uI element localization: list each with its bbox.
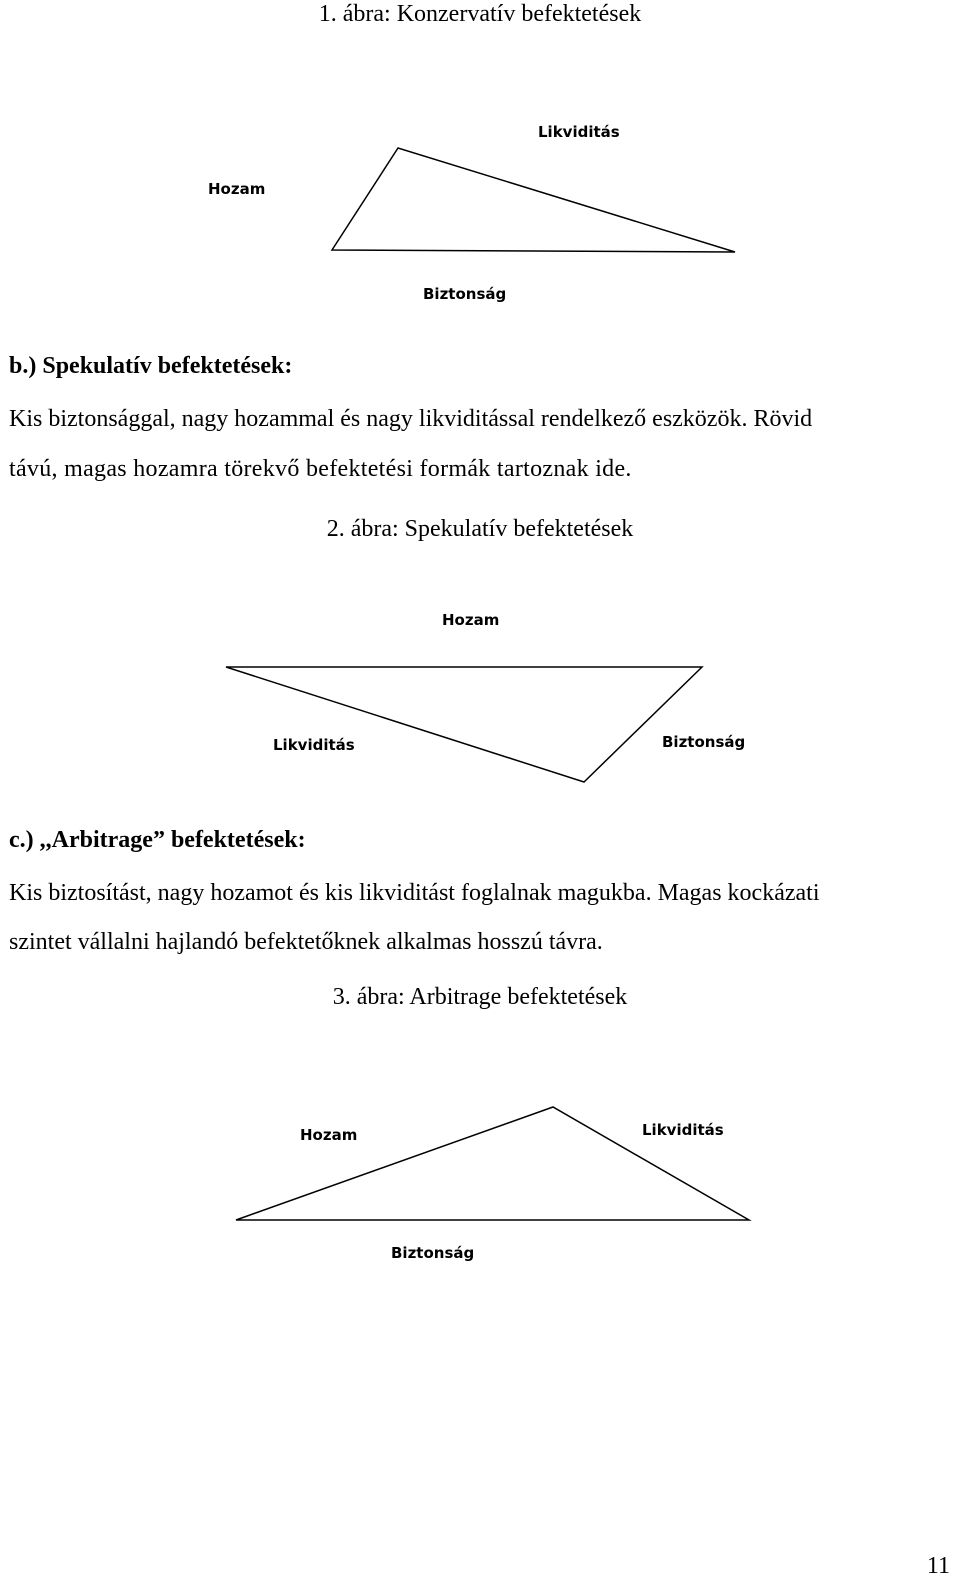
section-c-heading: c.) ,,Arbitrage” befektetések: <box>9 827 306 853</box>
figure-2-label-biztonsag: Biztonság <box>662 733 746 751</box>
figure-2-diagram <box>0 600 960 790</box>
section-c-paragraph-line-1: Kis biztosítást, nagy hozamot és kis likviditást foglalnak magukba. Magas kockázati <box>9 880 820 906</box>
figure-1-label-biztonsag: Biztonság <box>423 285 507 303</box>
section-b-paragraph-line-1: Kis biztonsággal, nagy hozammal és nagy likviditással rendelkező eszközök. Rövid <box>9 406 813 432</box>
figure-1-diagram <box>0 110 960 310</box>
figure-1-label-hozam: Hozam <box>208 180 266 198</box>
figure-2-label-hozam: Hozam <box>442 611 500 629</box>
section-b-paragraph-line-2: távú, magas hozamra törekvő befektetési formák tartoznak ide. <box>9 456 632 482</box>
figure-3-label-biztonsag: Biztonság <box>391 1244 475 1262</box>
page-number: 11 <box>926 1553 950 1579</box>
figure-1-caption: 1. ábra: Konzervatív befektetések <box>318 1 642 27</box>
figure-3-label-likviditas: Likviditás <box>642 1121 724 1139</box>
figure-3-caption: 3. ábra: Arbitrage befektetések <box>332 984 628 1010</box>
figure-1-label-likviditas: Likviditás <box>538 123 620 141</box>
figure-2-triangle <box>226 667 702 782</box>
figure-2-caption: 2. ábra: Spekulatív befektetések <box>326 516 634 542</box>
figure-3-label-hozam: Hozam <box>300 1126 358 1144</box>
figure-3-diagram <box>0 1090 960 1270</box>
section-b-heading: b.) Spekulatív befektetések: <box>9 353 293 379</box>
figure-1-triangle <box>332 148 735 252</box>
figure-2-label-likviditas: Likviditás <box>273 736 355 754</box>
section-c-paragraph-line-2: szintet vállalni hajlandó befektetőknek alkalmas hosszú távra. <box>9 929 603 955</box>
